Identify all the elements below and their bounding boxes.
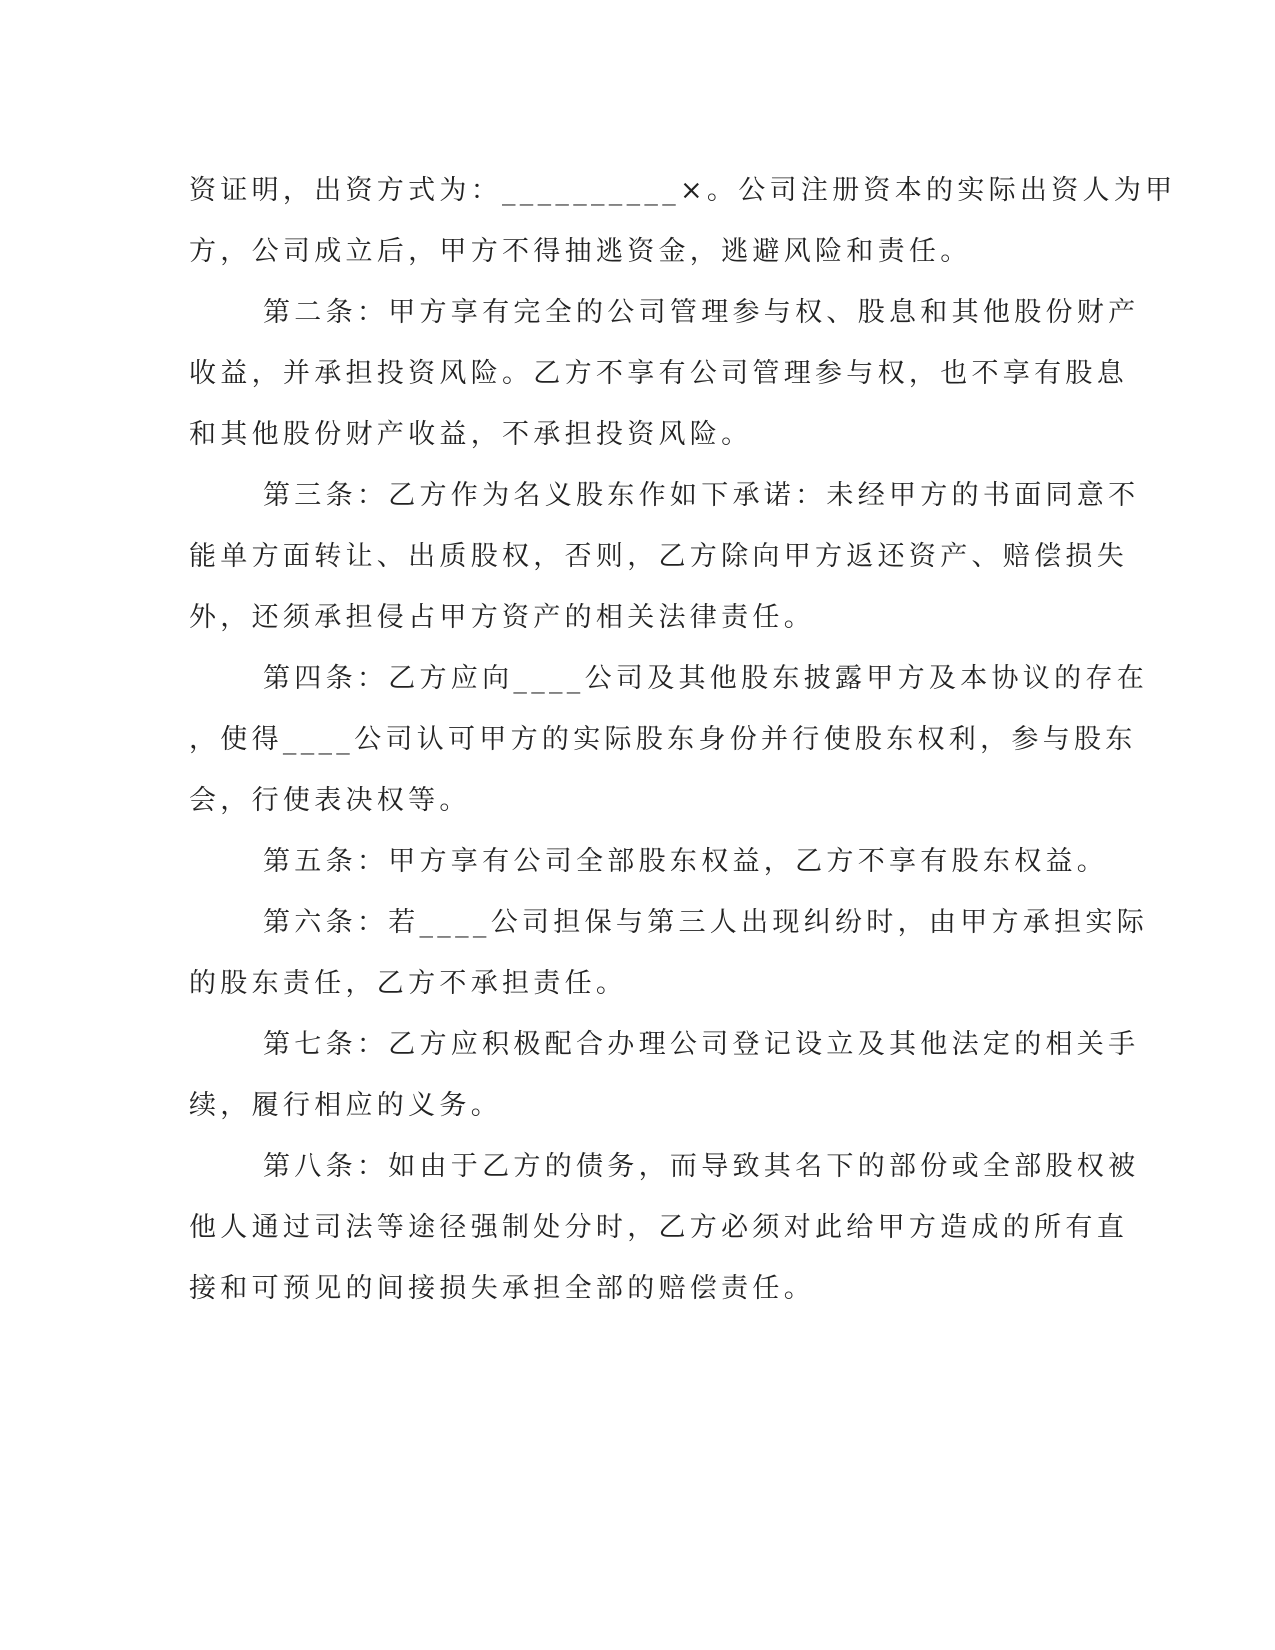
paragraph-article-4: [189, 648, 1148, 831]
text-line: 会，行使表决权等。: [189, 785, 471, 816]
text-line: 第四条：乙方应向____公司及其他股东披露甲方及本协议的存在: [263, 663, 1148, 694]
text-line: 收益，并承担投资风险。乙方不享有公司管理参与权，也不享有股息: [189, 358, 1128, 389]
paragraph-capital-contribution: [189, 160, 1177, 282]
text-line: 方，公司成立后，甲方不得抽逃资金，逃避风险和责任。: [189, 236, 972, 267]
text-line: 第三条：乙方作为名义股东作如下承诺：未经甲方的书面同意不: [263, 480, 1140, 511]
text-line: 他人通过司法等途径强制处分时，乙方必须对此给甲方造成的所有直: [189, 1212, 1128, 1243]
text-line: 第二条：甲方享有完全的公司管理参与权、股息和其他股份财产: [263, 297, 1140, 328]
paragraph-article-3: [189, 465, 1140, 648]
text-line: ，使得____公司认可甲方的实际股东身份并行使股东权利，参与股东: [189, 724, 1137, 755]
text-line: 第八条：如由于乙方的债务，而导致其名下的部份或全部股权被: [263, 1151, 1140, 1182]
text-line: 第六条：若____公司担保与第三人出现纠纷时，由甲方承担实际: [263, 907, 1148, 938]
paragraph-article-8: [189, 1136, 1140, 1319]
paragraph-article-7: [189, 1014, 1140, 1136]
text-line: 接和可预见的间接损失承担全部的赔偿责任。: [189, 1273, 815, 1304]
text-line: 外，还须承担侵占甲方资产的相关法律责任。: [189, 602, 815, 633]
text-line: 的股东责任，乙方不承担责任。: [189, 968, 628, 999]
document-body: [189, 160, 1177, 1319]
text-line: 第七条：乙方应积极配合办理公司登记设立及其他法定的相关手: [263, 1029, 1140, 1060]
paragraph-article-2: [189, 282, 1140, 465]
text-line: 续，履行相应的义务。: [189, 1090, 502, 1121]
text-line: 能单方面转让、出质股权，否则，乙方除向甲方返还资产、赔偿损失: [189, 541, 1128, 572]
text-line: 和其他股份财产收益，不承担投资风险。: [189, 419, 753, 450]
text-line: 第五条：甲方享有公司全部股东权益，乙方不享有股东权益。: [263, 846, 1109, 877]
text-line: 资证明，出资方式为：__________×。公司注册资本的实际出资人为甲: [189, 175, 1177, 206]
paragraph-article-6: [189, 892, 1148, 1014]
paragraph-article-5: [189, 831, 1109, 892]
